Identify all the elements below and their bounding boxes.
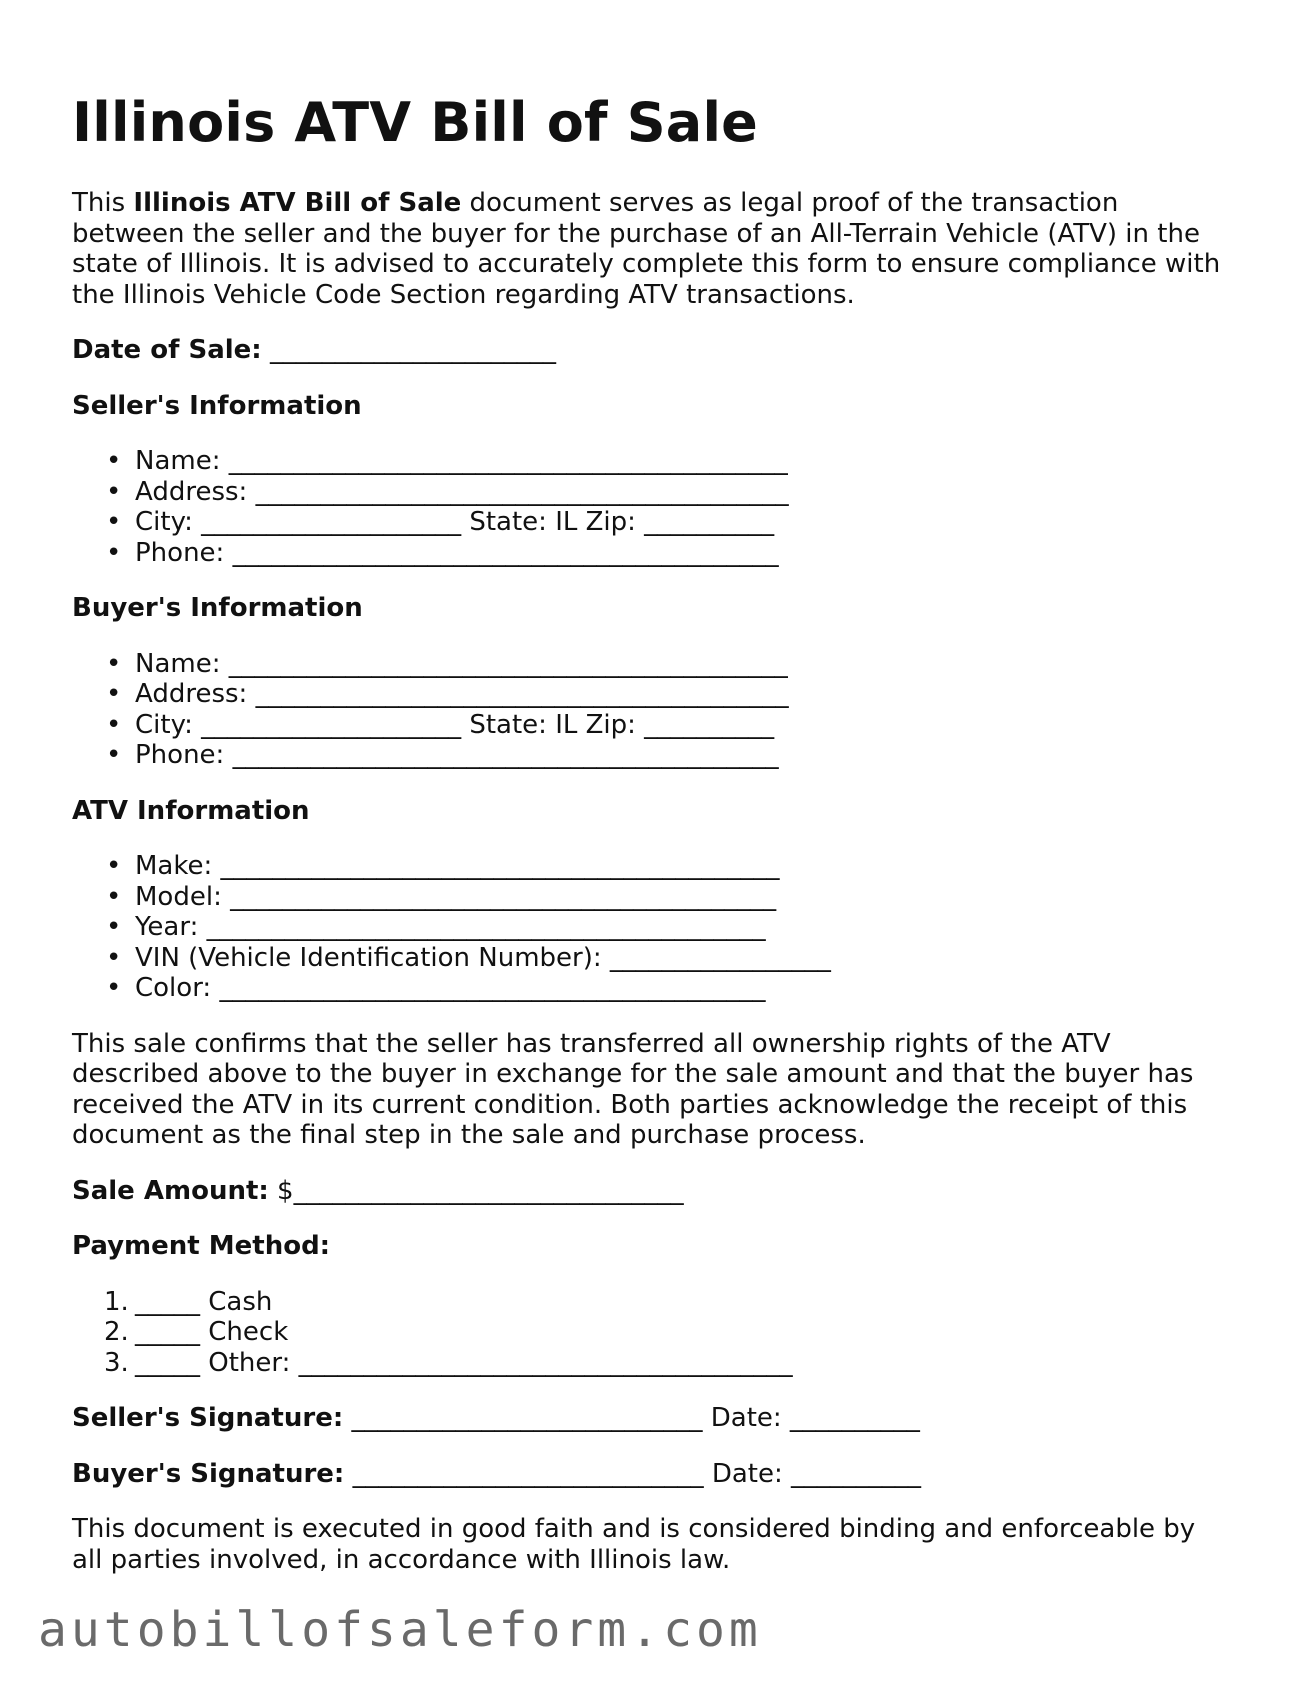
payment-option-text: _____ Check: [135, 1317, 289, 1347]
seller-signature-field: [72, 1403, 1232, 1434]
site-watermark: autobillofsaleform.com: [38, 1602, 762, 1658]
document-title: Illinois ATV Bill of Sale: [72, 91, 758, 154]
buyer-phone-field[interactable]: • Phone: __________________________________________: [72, 740, 1232, 771]
sale-amount-field: [72, 1176, 1232, 1207]
atv-vin-field[interactable]: • VIN (Vehicle Identification Number): _________________: [72, 943, 1232, 974]
payment-option[interactable]: [72, 1287, 1232, 1318]
intro-paragraph: [72, 188, 1232, 310]
seller-heading: Seller's Information: [72, 390, 362, 421]
atv-heading: ATV Information: [72, 795, 310, 826]
payment-list: [72, 1287, 1232, 1379]
payment-option-text: _____ Other: ______________________________________: [135, 1347, 793, 1378]
buyer-city-field[interactable]: • City: ____________________ State: IL Zip: __________: [72, 710, 1232, 741]
payment-option-number: 2.: [104, 1317, 129, 1347]
atv-color-field[interactable]: • Color: __________________________________________: [72, 973, 1232, 1004]
seller-list: [72, 446, 1232, 568]
atv-list: [72, 851, 1232, 1004]
intro-lead: This: [72, 188, 134, 218]
buyer-address-field[interactable]: • Address: _________________________________________: [72, 679, 1232, 710]
intro-rest: document serves as legal proof of the transaction between the seller and the buyer for the purchase of an All-Terrain Vehicle (ATV) in the state of Illinois. It is advised to accurately complete this form to ensure compliance with the Illinois Vehicle Code Section regarding ATV transactions.: [72, 188, 1221, 310]
date-of-sale-label: Date of Sale:: [72, 335, 262, 365]
document: [72, 82, 1232, 1575]
confirmation-paragraph: This sale confirms that the seller has transferred all ownership rights of the ATV described above to the buyer in exchange for the sale amount and that the buyer has received the ATV in its current condition. Both parties acknowledge the receipt of this document as the final step in the sale and purchase process.: [72, 1028, 1194, 1150]
sale-amount-label: Sale Amount:: [72, 1175, 269, 1206]
seller-phone-field[interactable]: • Phone: __________________________________________: [72, 538, 1232, 569]
payment-option-text: _____ Cash: [135, 1286, 273, 1317]
payment-option-number: 3.: [104, 1347, 129, 1378]
closing-paragraph: This document is executed in good faith and is considered binding and enforceable by all parties involved, in accordance with Illinois law.: [72, 1514, 1196, 1575]
buyer-heading: Buyer's Information: [72, 593, 363, 623]
buyer-signature-blank[interactable]: ___________________________ Date: __________: [344, 1458, 922, 1489]
atv-make-field[interactable]: • Make: ___________________________________________: [72, 851, 1232, 882]
seller-address-field[interactable]: • Address: _________________________________________: [72, 477, 1232, 508]
payment-heading: Payment Method:: [72, 1231, 331, 1261]
seller-name-field[interactable]: • Name: ___________________________________________: [72, 446, 1232, 477]
intro-bold: Illinois ATV Bill of Sale: [133, 188, 462, 218]
buyer-name-field[interactable]: • Name: ___________________________________________: [72, 649, 1232, 680]
atv-model-field[interactable]: • Model: __________________________________________: [72, 882, 1232, 913]
date-of-sale-blank[interactable]: ______________________: [261, 335, 556, 365]
buyer-signature-label: Buyer's Signature:: [72, 1458, 345, 1489]
payment-option-number: 1.: [104, 1286, 129, 1317]
buyer-list: [72, 649, 1232, 771]
sale-amount-blank[interactable]: $______________________________: [268, 1175, 684, 1206]
seller-city-field[interactable]: • City: ____________________ State: IL Zip: __________: [72, 507, 1232, 538]
buyer-signature-field: [72, 1459, 1232, 1490]
payment-option[interactable]: [72, 1317, 1232, 1348]
seller-signature-label: Seller's Signature:: [72, 1403, 344, 1433]
atv-year-field[interactable]: • Year: ___________________________________________: [72, 912, 1232, 943]
payment-option[interactable]: [72, 1348, 1232, 1379]
seller-signature-blank[interactable]: ___________________________ Date: __________: [343, 1403, 920, 1433]
date-of-sale-field: [72, 335, 1232, 366]
